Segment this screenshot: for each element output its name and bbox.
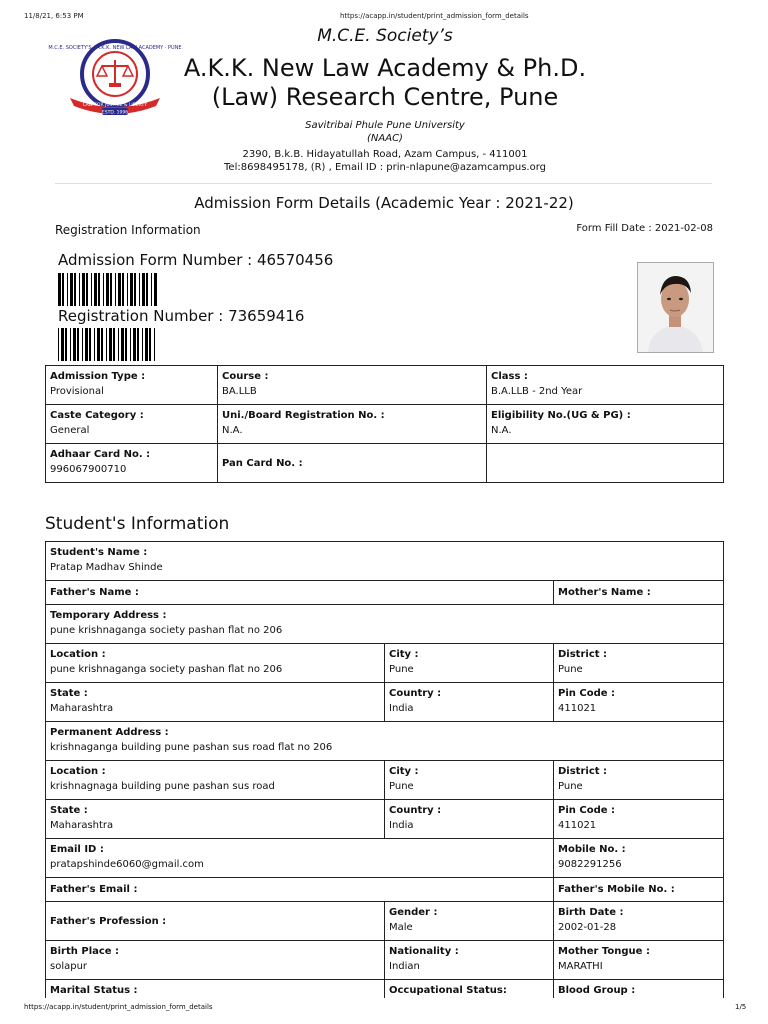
contact-line: Tel:8698495178, (R) , Email ID : prin-nlapune@azamcampus.org [224,162,546,173]
college-name-line1: A.K.K. New Law Academy & Ph.D. [183,54,587,82]
eligibility-no-cell: Eligibility No.(UG & PG) : N.A. [487,405,724,444]
admission-barcode [58,273,158,306]
perm-district-cell: District : Pune [554,761,724,800]
footer-page: 1/5 [735,1003,747,1011]
address-line: 2390, B.k.B. Hidayatullah Road, Azam Campus, - 411001 [242,149,528,160]
mobile-cell: Mobile No. : 9082291256 [554,839,724,878]
nationality-cell: Nationality : Indian [385,941,554,980]
logo-estd: ESTD. 1996 [101,110,129,116]
university-name: Savitribai Phule Pune University [305,120,465,131]
caste-category-cell: Caste Category : General [46,405,218,444]
temp-country-cell: Country : India [385,683,554,722]
perm-address-cell: Permanent Address : krishnaganga building pune pashan sus road flat no 206 [46,722,724,761]
college-address [170,148,600,174]
print-url: https://acapp.in/student/print_admission_form_details [340,12,529,20]
logo-ribbon-text: LAW FOR JUSTICE & LIBERTY [83,103,147,108]
class-cell: Class : B.A.LLB - 2nd Year [487,366,724,405]
student-name-value: Pratap Madhav Shinde [50,562,163,573]
admission-type-value: Provisional [50,386,104,397]
mobile-value: 9082291256 [558,859,622,870]
registration-table [45,365,724,483]
registration-barcode [58,328,158,361]
student-photo [637,262,714,353]
registration-info-heading: Registration Information [55,223,201,237]
father-mobile-cell: Father's Mobile No. : [554,878,724,902]
temp-city-cell: City : Pune [385,644,554,683]
perm-state-cell: State : Maharashtra [46,800,385,839]
mother-tongue-cell: Mother Tongue : MARATHI [554,941,724,980]
student-name-cell: Student's Name : Pratap Madhav Shinde [46,542,724,581]
admission-form-number: Admission Form Number : 46570456 [58,251,334,269]
registration-number: Registration Number : 73659416 [58,307,305,325]
marital-status-cell: Marital Status : [46,980,385,1004]
temp-location-cell: Location : pune krishnaganga society pashan flat no 206 [46,644,385,683]
father-email-cell: Father's Email : [46,878,554,902]
temp-pin-cell: Pin Code : 411021 [554,683,724,722]
perm-pin-cell: Pin Code : 411021 [554,800,724,839]
student-section-title: Student's Information [45,514,230,534]
uni-reg-no-cell: Uni./Board Registration No. : N.A. [218,405,487,444]
class-value: B.A.LLB - 2nd Year [491,386,583,397]
perm-country-cell: Country : India [385,800,554,839]
blood-group-cell: Blood Group : [554,980,724,1004]
birth-place-cell: Birth Place : solapur [46,941,385,980]
email-cell: Email ID : pratapshinde6060@gmail.com [46,839,554,878]
pan-cell: Pan Card No. : [218,444,487,483]
print-datetime: 11/8/21, 6:53 PM [24,12,84,20]
college-name [160,54,610,112]
gender-cell: Gender : Male [385,902,554,941]
email-value: pratapshinde6060@gmail.com [50,859,204,870]
adhaar-cell: Adhaar Card No. : 996067900710 [46,444,218,483]
perm-location-cell: Location : krishnagnaga building pune pashan sus road [46,761,385,800]
university [250,119,520,145]
college-name-line2: (Law) Research Centre, Pune [211,83,559,111]
birth-date-cell: Birth Date : 2002-01-28 [554,902,724,941]
footer-url: https://acapp.in/student/print_admission_form_details [24,1003,213,1011]
mother-name-cell: Mother's Name : [554,581,724,605]
header-divider [55,183,712,184]
father-name-cell: Father's Name : [46,581,554,605]
form-fill-date: Form Fill Date : 2021-02-08 [576,223,713,234]
temp-address-cell: Temporary Address : pune krishnaganga society pashan flat no 206 [46,605,724,644]
occupational-status-cell: Occupational Status: [385,980,554,1004]
temp-state-cell: State : Maharashtra [46,683,385,722]
temp-district-cell: District : Pune [554,644,724,683]
student-table [45,541,724,1004]
perm-city-cell: City : Pune [385,761,554,800]
college-logo [48,36,182,120]
course-cell: Course : BA.LLB [218,366,487,405]
society-name: M.C.E. Society’s [317,26,453,46]
empty-cell [487,444,724,483]
father-profession-cell: Father's Profession : [46,902,385,941]
form-title: Admission Form Details (Academic Year : 2021-22) [194,194,574,212]
print-footer [0,998,768,1024]
admission-type-cell: Admission Type : Provisional [46,366,218,405]
naac-label: (NAAC) [367,133,403,144]
course-value: BA.LLB [222,386,257,397]
logo-ring-text: M.C.E. SOCIETY'S · A.K.K. NEW LAW ACADEMY · PUNE [48,45,182,51]
